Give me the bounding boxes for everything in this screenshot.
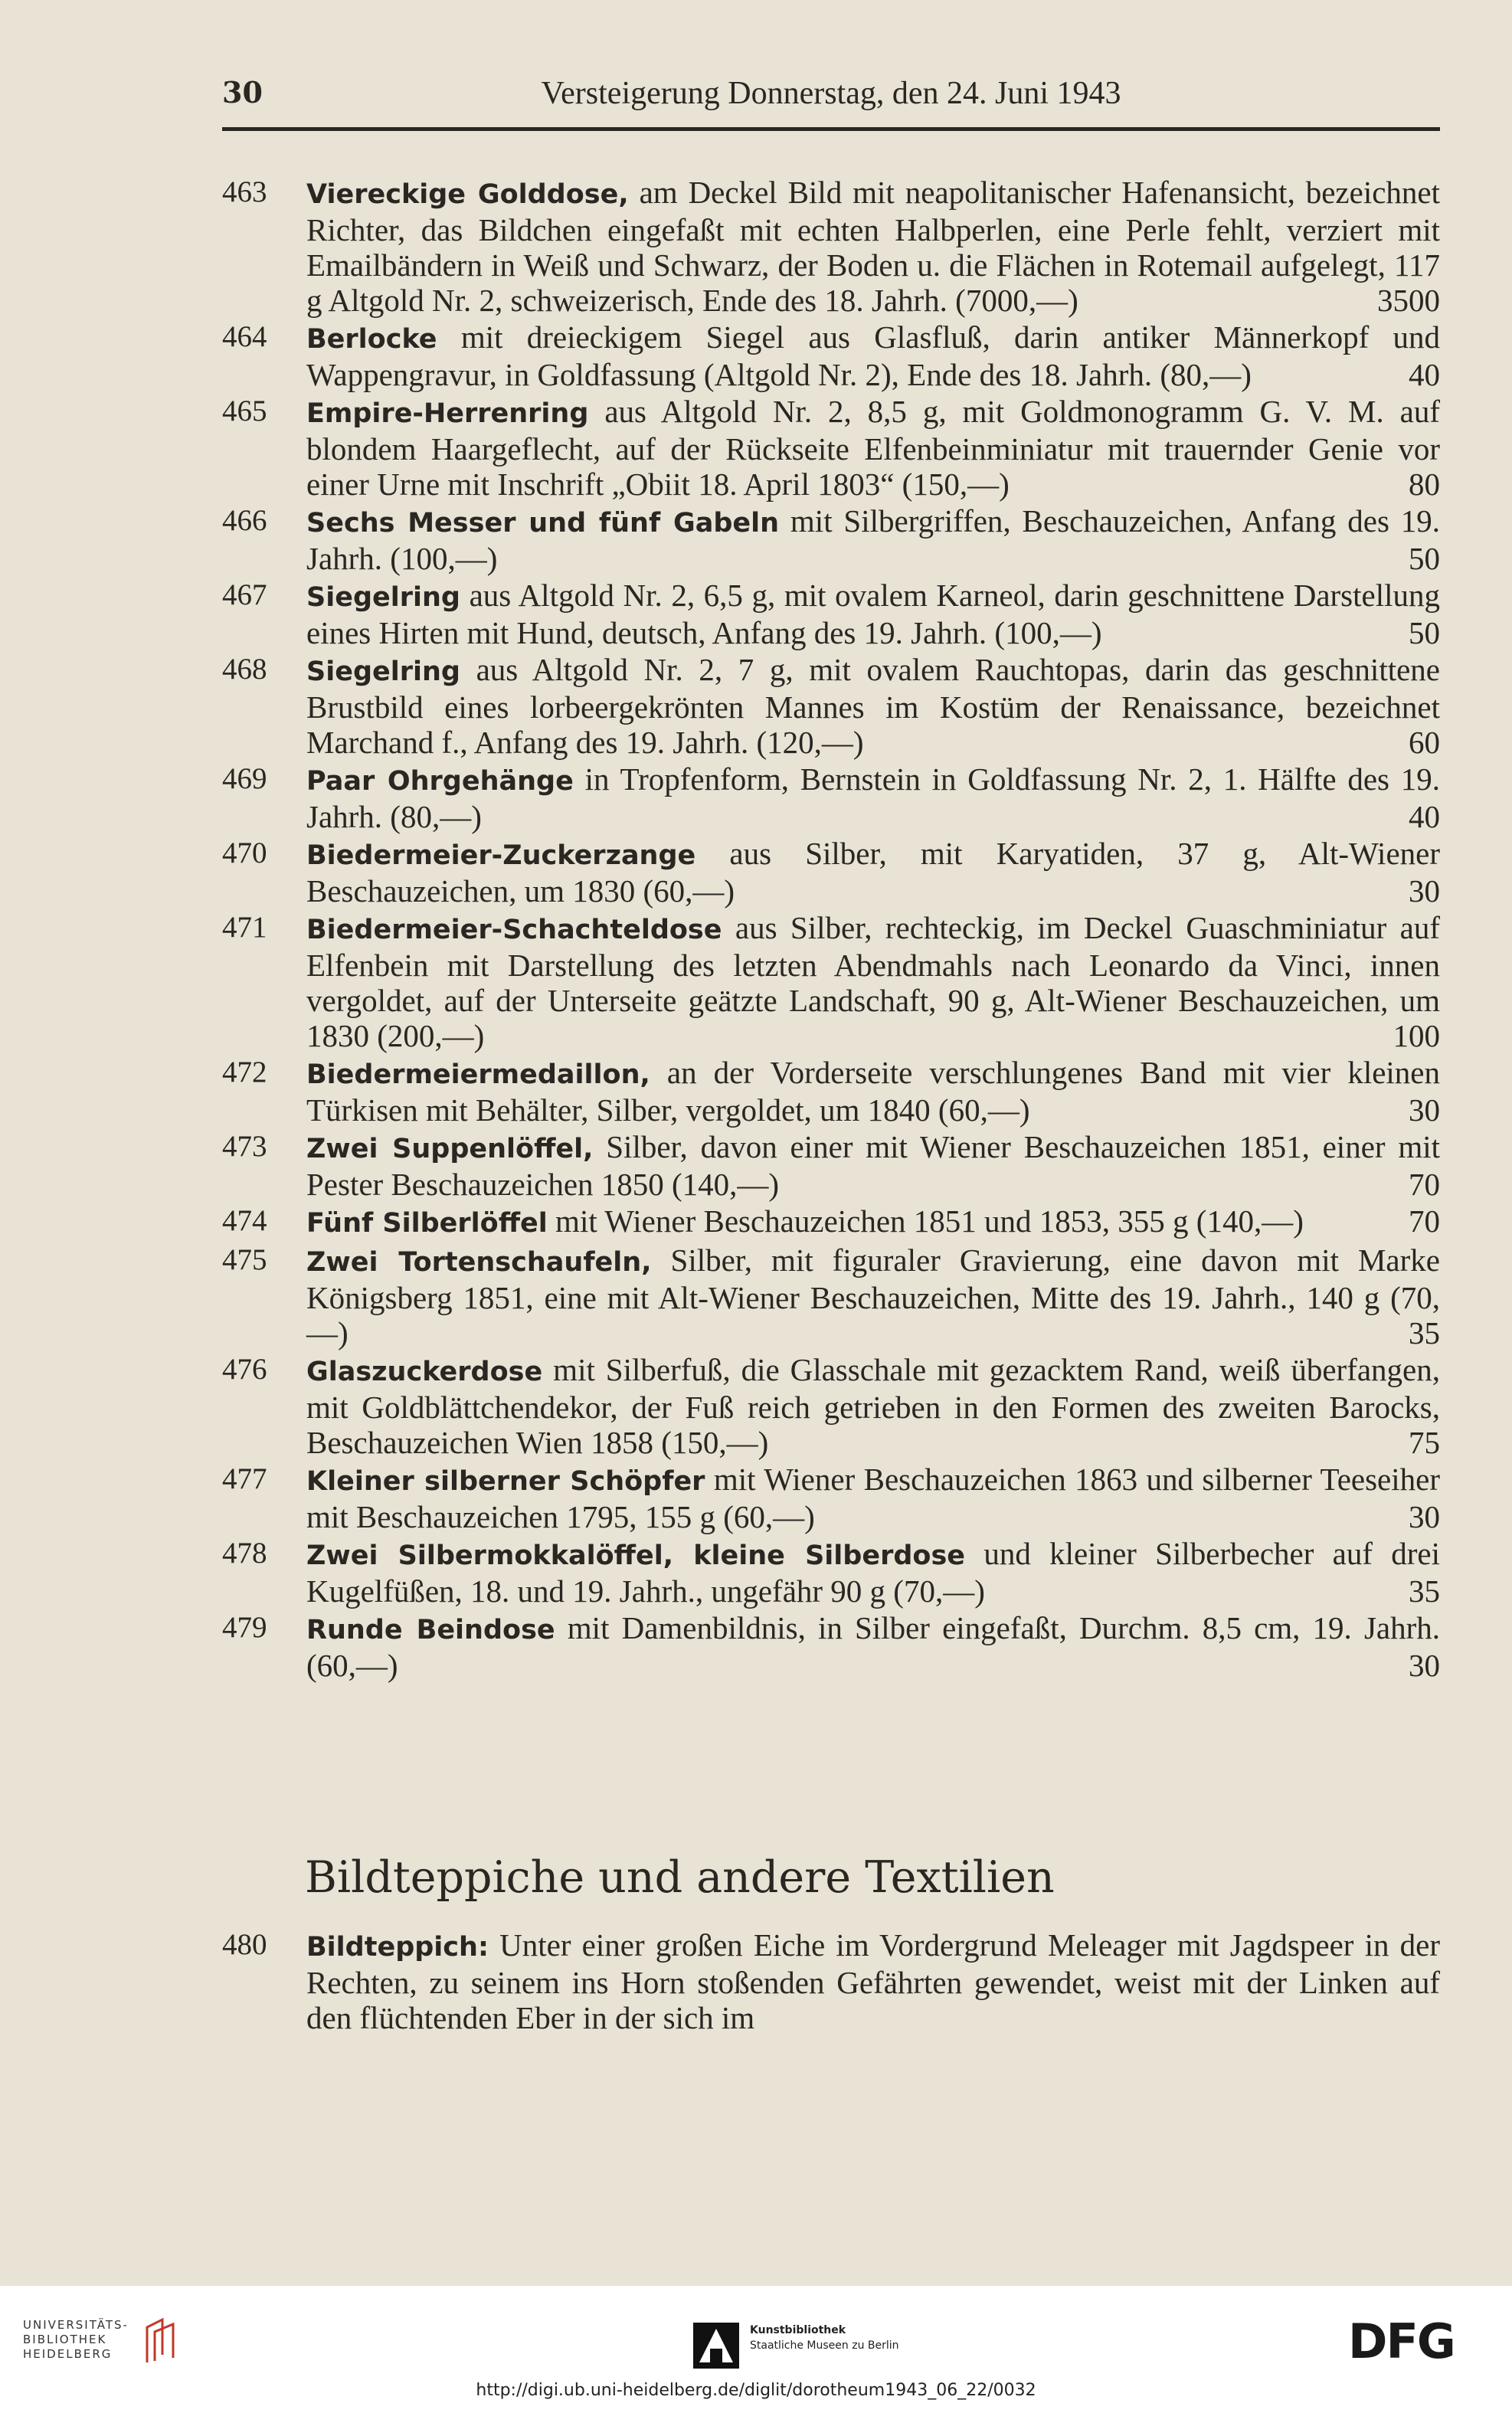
lot-number: 467 [222,578,267,611]
kb-line-2: Staatliche Museen zu Berlin [750,2339,899,2352]
lot-number: 480 [222,1928,267,1961]
lot-number: 466 [222,504,267,537]
lot-title: Siegelring [306,656,460,687]
lot-estimate: 30 [1409,873,1440,909]
lot-description [306,1927,1440,2035]
lot-estimate: 30 [1409,1092,1440,1128]
section-heading: Bildteppiche und andere Textilien [305,1852,1055,1903]
lot-description [306,1610,1440,1683]
lot-number: 465 [222,395,267,427]
university-library-logo[interactable] [23,2318,129,2362]
lot-description [306,652,1440,760]
uni-line-2: BIBLIOTHEK [23,2333,107,2346]
lot-title: Biedermeier-Zuckerzange [306,840,696,871]
lot-entry [222,503,1448,576]
lot-number: 469 [222,762,267,795]
lot-estimate: 30 [1409,1499,1440,1534]
lot-number: 463 [222,175,267,208]
lot-estimate: 40 [1409,799,1440,834]
lot-estimate: 70 [1409,1203,1440,1239]
lot-title: Zwei Tortenschaufeln, [306,1247,652,1278]
lot-description [306,175,1440,318]
kunstbibliothek-mark-icon [693,2323,739,2369]
lot-text: mit Damenbildnis, in Silber eingefaßt, Durchm. 8,5 cm, 19. Jahrh. (60,—) [306,1610,1440,1683]
lot-number: 478 [222,1537,267,1570]
lot-description [306,1352,1440,1460]
lot-entry [222,761,1448,834]
lot-entry [222,1129,1448,1202]
lot-title: Kleiner silberner Schöpfer [306,1466,705,1497]
lot-entry [222,394,1448,502]
lot-entry [222,836,1448,909]
lot-estimate: 100 [1393,1018,1440,1053]
lot-entry [222,1462,1448,1534]
lot-entry [222,578,1448,650]
lot-estimate: 30 [1409,1648,1440,1683]
lot-entry [222,1927,1448,2035]
lot-text: Silber, mit figuraler Gravierung, eine davon mit Marke Königsberg 1851, eine mit Alt-Wiener Beschauzeichen, Mitte des 19. Jahrh., 140 g (70,—) [306,1243,1440,1351]
lot-estimate: 50 [1409,541,1440,576]
lot-estimate: 50 [1409,615,1440,650]
lot-estimate: 75 [1409,1425,1440,1460]
header-rule [222,127,1440,131]
lot-title: Sechs Messer und fünf Gabeln [306,508,780,539]
lot-entry [222,910,1448,1053]
lot-estimate: 70 [1409,1167,1440,1202]
lot-description [306,1536,1440,1609]
lot-description [306,319,1440,392]
lot-description [306,836,1440,909]
header-title: Versteigerung Donnerstag, den 24. Juni 1943 [541,76,1121,111]
lot-text: am Deckel Bild mit neapolitanischer Hafenansicht, bezeichnet Richter, das Bildchen eingefaßt mit echten Halbperlen, eine Perle fehlt, verziert mit Emailbändern in Weiß und Schwarz, der Boden u. die Flächen in Rotemail aufgelegt, 117 g Altgold Nr. 2, schweizerisch, Ende des 18. Jahrh. (7000,—) [306,175,1440,318]
lot-title: Fünf Silberlöffel [306,1208,548,1239]
lot-list [222,175,1448,1685]
lot-entry [222,652,1448,760]
lot-text: mit dreieckigem Siegel aus Glasfluß, darin antiker Männerkopf und Wappengravur, in Goldfassung (Altgold Nr. 2), Ende des 18. Jahrh. (80,—) [306,319,1440,392]
lot-description [306,578,1440,650]
lot-text: mit Silbergriffen, Beschauzeichen, Anfang des 19. Jahrh. (100,—) [306,503,1441,576]
lot-description [306,761,1440,834]
lot-estimate: 35 [1409,1573,1440,1609]
lot-estimate: 40 [1409,357,1440,392]
lot-number: 475 [222,1243,267,1276]
lot-description [306,1462,1440,1534]
lot-description [306,1129,1440,1202]
lot-description [306,910,1440,1053]
lot-estimate: 3500 [1377,283,1440,318]
lot-entry [222,319,1448,392]
lot-title: Zwei Suppenlöffel, [306,1134,594,1164]
lot-list-textiles [222,1927,1448,2037]
source-url[interactable]: http://digi.ub.uni-heidelberg.de/diglit/dorotheum1943_06_22/0032 [476,2381,1036,2400]
lot-entry [222,1352,1448,1460]
lot-description [306,503,1440,576]
lot-number: 474 [222,1204,267,1237]
lot-number: 468 [222,653,267,686]
lot-text: mit Wiener Beschauzeichen 1851 und 1853, 355 g (140,—) [555,1203,1304,1239]
uni-line-1: UNIVERSITÄTS- [23,2318,129,2332]
university-library-mark-icon [142,2316,181,2366]
lot-number: 479 [222,1611,267,1644]
lot-entry [222,1536,1448,1609]
lot-text: aus Silber, rechteckig, im Deckel Guaschminiatur auf Elfenbein mit Darstellung des letzten Abendmahls nach Leonardo da Vinci, innen vergoldet, auf der Unterseite geätzte Landschaft, 90 g, Alt-Wiener Beschauzeichen, um 1830 (200,—) [306,910,1440,1053]
lot-entry [222,1203,1448,1241]
lot-estimate: 80 [1409,467,1440,502]
running-header [222,75,1440,121]
lot-number: 471 [222,911,267,944]
uni-line-3: HEIDELBERG [23,2347,113,2361]
lot-title: Glaszuckerdose [306,1357,543,1387]
digitization-footer [0,2286,1512,2413]
lot-entry [222,1055,1448,1128]
kb-line-1: Kunstbibliothek [750,2324,846,2336]
lot-title: Biedermeier-Schachteldose [306,915,722,945]
lot-number: 472 [222,1056,267,1089]
lot-number: 473 [222,1130,267,1163]
lot-number: 476 [222,1353,267,1386]
lot-text: Silber, davon einer mit Wiener Beschauzeichen 1851, einer mit Pester Beschauzeichen 1850 (140,—) [306,1129,1440,1202]
lot-text: in Tropfenform, Bernstein in Goldfassung Nr. 2, 1. Hälfte des 19. Jahrh. (80,—) [306,761,1440,834]
dfg-logo[interactable]: DFG [1348,2313,1455,2369]
lot-entry [222,1243,1448,1351]
lot-text: mit Wiener Beschauzeichen 1863 und silberner Teeseiher mit Beschauzeichen 1795, 155 g (60,—) [306,1462,1441,1534]
lot-entry [222,1610,1448,1683]
lot-description [306,394,1440,502]
lot-text: und kleiner Silberbecher auf drei Kugelfüßen, 18. und 19. Jahrh., ungefähr 90 g (70,—) [306,1536,1441,1609]
lot-text: aus Altgold Nr. 2, 8,5 g, mit Goldmonogramm G. V. M. auf blondem Haargeflecht, auf der Rückseite Elfenbeinminiatur mit trauernder Genie vor einer Urne mit Inschrift „Obiit 18. April 1803“ (150,—) [306,394,1441,502]
lot-title: Viereckige Golddose, [306,179,629,210]
page-number: 30 [222,75,263,110]
lot-text: an der Vorderseite verschlungenes Band mit vier kleinen Türkisen mit Behälter, Silber, vergoldet, um 1840 (60,—) [306,1055,1441,1128]
lot-description [306,1055,1440,1128]
lot-title: Runde Beindose [306,1615,555,1645]
lot-text: aus Silber, mit Karyatiden, 37 g, Alt-Wiener Beschauzeichen, um 1830 (60,—) [306,836,1440,909]
lot-text: aus Altgold Nr. 2, 6,5 g, mit ovalem Karneol, darin geschnittene Darstellung eines Hirten mit Hund, deutsch, Anfang des 19. Jahrh. (100,—) [306,578,1440,650]
lot-title: Bildteppich: [306,1932,489,1963]
lot-text: Unter einer großen Eiche im Vordergrund Meleager mit Jagdspeer in der Rechten, zu seinem ins Horn stoßenden Gefährten gewendet, weist mit der Linken auf den flüchtenden Eber in der sich im [306,1927,1441,2035]
kunstbibliothek-text [750,2323,949,2353]
lot-title: Biedermeiermedaillon, [306,1059,650,1090]
lot-title: Zwei Silbermokkalöffel, kleine Silberdose [306,1540,966,1571]
lot-title: Siegelring [306,582,460,613]
lot-estimate: 60 [1409,725,1440,760]
lot-text: aus Altgold Nr. 2, 7 g, mit ovalem Rauchtopas, darin das geschnittene Brustbild eines lorbeergekrönten Mannes im Kostüm der Renaissance, bezeichnet Marchand f., Anfang des 19. Jahrh. (120,—) [306,652,1440,760]
lot-title: Berlocke [306,324,437,355]
lot-title: Paar Ohrgehänge [306,766,574,797]
lot-number: 477 [222,1462,267,1495]
lot-description [306,1243,1440,1351]
lot-number: 464 [222,320,267,353]
lot-number: 470 [222,837,267,869]
lot-entry [222,175,1448,318]
lot-title: Empire-Herrenring [306,398,589,429]
lot-text: mit Silberfuß, die Glasschale mit gezacktem Rand, weiß überfangen, mit Goldblättchendekor, der Fuß reich getrieben in den Formen des zweiten Barocks, Beschauzeichen Wien 1858 (150,—) [306,1352,1441,1460]
lot-estimate: 35 [1409,1315,1440,1351]
lot-description [306,1203,1440,1241]
